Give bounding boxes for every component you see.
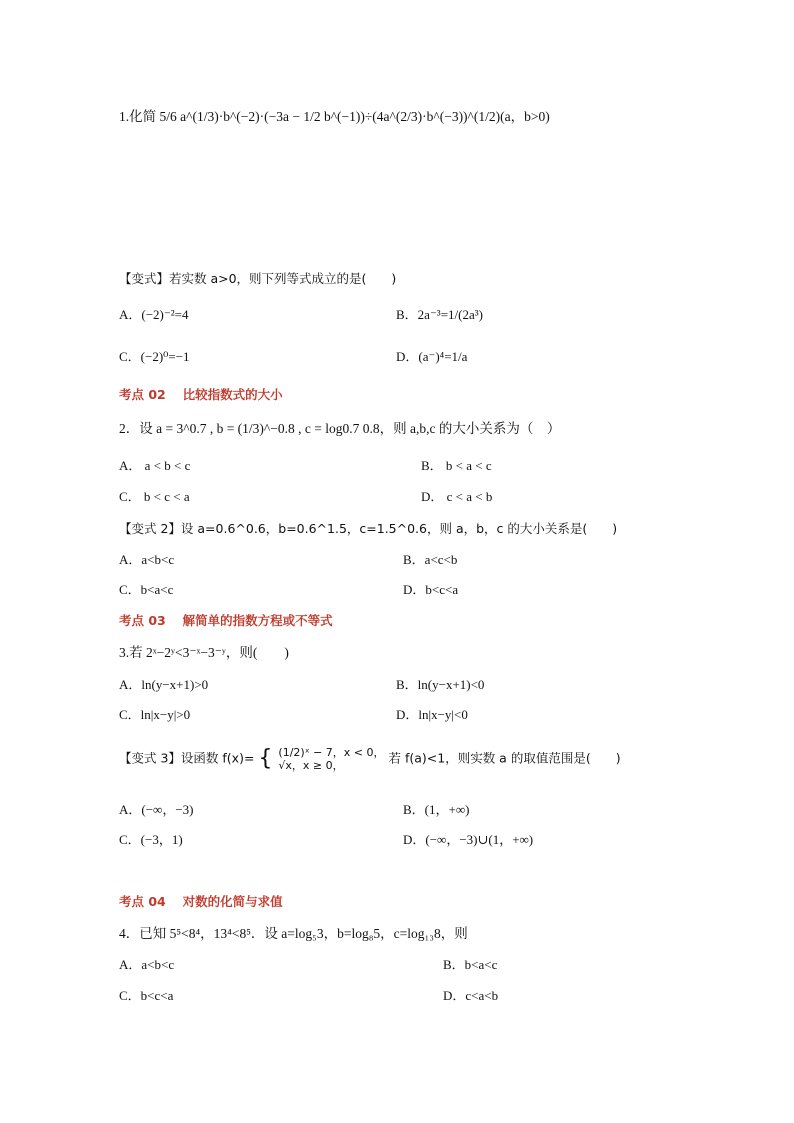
variant-1-option-a: A．(−2)⁻²=4 [119,307,189,322]
question-4-option-b: B．b<a<c [443,957,498,972]
variant-3-option-c: C．(−3，1) [119,832,183,847]
variant-1-option-b: B．2a⁻³=1/(2a³) [396,307,483,322]
variant-3-stem [119,746,621,772]
question-2-option-a: A． a < b < c [119,458,191,473]
variant-3-option-b: B．(1，+∞) [403,802,470,817]
variant-1-option-c: C．(−2)⁰=−1 [119,349,190,364]
variant-3-stem-post: 若 f(a)<1，则实数 a 的取值范围是( ) [388,750,621,766]
question-1 [119,108,550,126]
variant-3-stem-pre: 【变式 3】设函数 f(x)= [119,750,255,766]
question-4-option-d: D．c<a<b [443,988,499,1003]
left-brace-icon: { [258,746,273,771]
question-2-option-b: B． b < a < c [421,458,492,473]
piecewise-case-2: √x，x ≥ 0， [278,759,344,772]
variant-3-option-d: D．(−∞，−3)∪(1，+∞) [403,832,534,847]
question-2-option-c: C． b < c < a [119,489,190,504]
variant-2-option-d: D．b<c<a [403,582,459,597]
variant-3-option-a: A．(−∞，−3) [119,802,194,817]
question-3-option-a: A．ln(y−x+1)>0 [119,677,209,692]
section-heading-03: 考点 03 解简单的指数方程或不等式 [119,613,333,628]
question-1-text: 1.化简 5/6 a^(1/3)·b^(−2)·(−3a − 1/2 b^(−1))÷(4a^(2/3)·b^(−3))^(1/2)(a，b>0) [119,109,550,124]
question-4-stem: 4．已知 5⁵<8⁴，13⁴<8⁵．设 a=log₅3，b=log₈5，c=log₁₃8，则 [119,926,468,941]
question-2-stem: 2．设 a = 3^0.7 , b = (1/3)^−0.8 , c = log0.7 0.8，则 a,b,c 的大小关系为（ ） [119,421,561,436]
variant-1-stem: 【变式】若实数 a>0，则下列等式成立的是( ) [119,271,397,286]
variant-2-option-c: C．b<a<c [119,582,174,597]
question-3-option-d: D．ln|x−y|<0 [396,707,468,722]
piecewise-case-1: (1/2)ˣ − 7，x < 0， [278,746,385,759]
question-4-option-c: C．b<c<a [119,988,174,1003]
variant-2-option-a: A．a<b<c [119,552,175,567]
question-3-stem: 3.若 2ˣ−2ʸ<3⁻ˣ−3⁻ʸ，则( ) [119,645,289,660]
question-4-option-a: A．a<b<c [119,957,175,972]
piecewise-cases [278,746,384,772]
variant-1-option-d: D．(a⁻)⁴=1/a [396,349,468,364]
section-heading-02: 考点 02 比较指数式的大小 [119,387,283,402]
question-3-option-b: B．ln(y−x+1)<0 [396,677,485,692]
question-2-option-d: D． c < a < b [421,489,493,504]
variant-2-option-b: B．a<c<b [403,552,458,567]
question-3-option-c: C．ln|x−y|>0 [119,707,191,722]
section-heading-04: 考点 04 对数的化简与求值 [119,894,283,909]
variant-2-stem: 【变式 2】设 a=0.6^0.6，b=0.6^1.5，c=1.5^0.6，则 a，b，c 的大小关系是( ) [119,521,618,536]
